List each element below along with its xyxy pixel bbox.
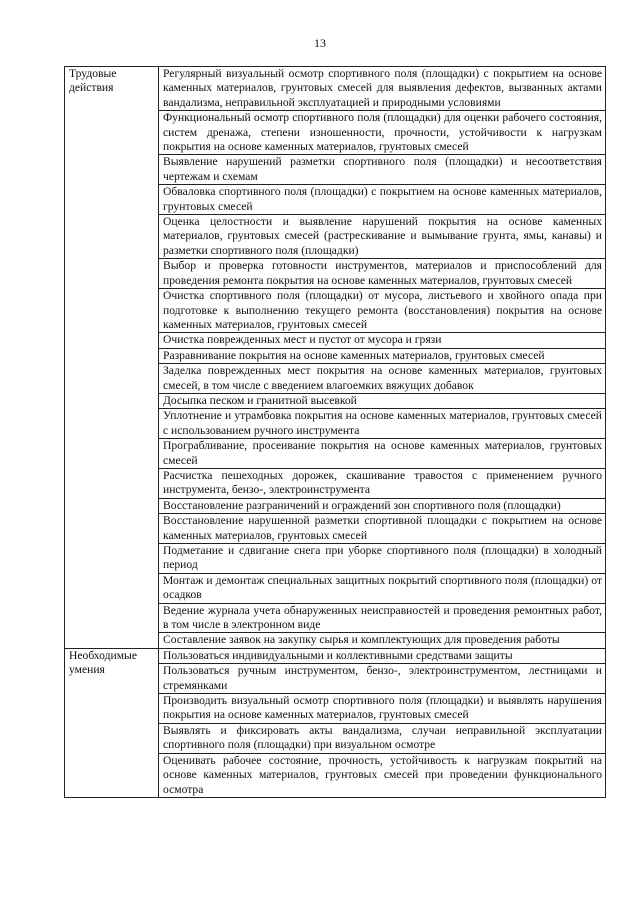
section-item: Очистка поврежденных мест и пустот от мусора и грязи [159,333,606,348]
section-item: Восстановление разграничений и ограждений зон спортивного поля (площадки) [159,498,606,513]
section-item: Выбор и проверка готовности инструментов, материалов и приспособлений для проведения ремонта покрытия на основе каменных материалов, грунтовых смесей [159,259,606,289]
page-number: 13 [314,36,326,50]
section-item: Оценка целостности и выявление нарушений покрытия на основе каменных материалов, грунтовых смесей (растрескивание и вымывание грунта, ямы, канавы) и разметки спортивного поля (площадки) [159,215,606,259]
requirements-table [64,66,606,798]
section-item: Выявление нарушений разметки спортивного поля (площадки) и несоответствия чертежам и схемам [159,155,606,185]
section-item: Производить визуальный осмотр спортивного поля (площадки) и выявлять нарушения покрытия на основе каменных материалов, грунтовых смесей [159,694,606,724]
table-row [65,67,606,111]
section-label: Трудовые действия [65,67,159,649]
requirements-table-body [65,67,606,798]
section-item: Пользоваться ручным инструментом, бензо-, электроинструментом, лестницами и стремянками [159,664,606,694]
section-item: Очистка спортивного поля (площадки) от мусора, листьевого и хвойного опада при подготовке к выполнению текущего ремонта (восстановления) покрытия на основе каменных материалов, грунтовых смесей [159,289,606,333]
section-item: Монтаж и демонтаж специальных защитных покрытий спортивного поля (площадки) от осадков [159,573,606,603]
section-item: Обваловка спортивного поля (площадки) с покрытием на основе каменных материалов, грунтовых смесей [159,185,606,215]
section-item: Подметание и сдвигание снега при уборке спортивного поля (площадки) в холодный период [159,544,606,574]
section-item: Заделка поврежденных мест покрытия на основе каменных материалов, грунтовых смесей, в том числе с введением влагоемких вяжущих добавок [159,364,606,394]
section-item: Досыпка песком и гранитной высевкой [159,393,606,408]
section-item: Пользоваться индивидуальными и коллективными средствами защиты [159,648,606,663]
section-item: Функциональный осмотр спортивного поля (площадки) для оценки рабочего состояния, систем дренажа, степени изношенности, прочности, устойчивости к нагрузкам покрытия на основе каменных материалов, грунтовых смесей [159,111,606,155]
table-row [65,648,606,663]
section-item: Расчистка пешеходных дорожек, скашивание травостоя с применением ручного инструмента, бензо-, электроинструмента [159,468,606,498]
section-item: Разравнивание покрытия на основе каменных материалов, грунтовых смесей [159,348,606,363]
section-item: Оценивать рабочее состояние, прочность, устойчивость к нагрузкам покрытий на основе каменных материалов, грунтовых смесей при проведении функционального осмотра [159,753,606,797]
section-item: Програбливание, просеивание покрытия на основе каменных материалов, грунтовых смесей [159,439,606,469]
section-item: Регулярный визуальный осмотр спортивного поля (площадки) с покрытием на основе каменных материалов, грунтовых смесей для выявления дефектов, вызванных актами вандализма, неправильной эксплуатацией и природными условиями [159,67,606,111]
section-item: Ведение журнала учета обнаруженных неисправностей и проведения ремонтных работ, в том числе в электронном виде [159,603,606,633]
section-item: Составление заявок на закупку сырья и комплектующих для проведения работы [159,633,606,648]
section-item: Выявлять и фиксировать акты вандализма, случаи неправильной эксплуатации спортивного поля (площадки) при визуальном осмотре [159,723,606,753]
section-item: Восстановление нарушенной разметки спортивной площадки с покрытием на основе каменных материалов, грунтовых смесей [159,514,606,544]
section-item: Уплотнение и утрамбовка покрытия на основе каменных материалов, грунтовых смесей с использованием ручного инструмента [159,409,606,439]
section-label: Необходимые умения [65,648,159,797]
